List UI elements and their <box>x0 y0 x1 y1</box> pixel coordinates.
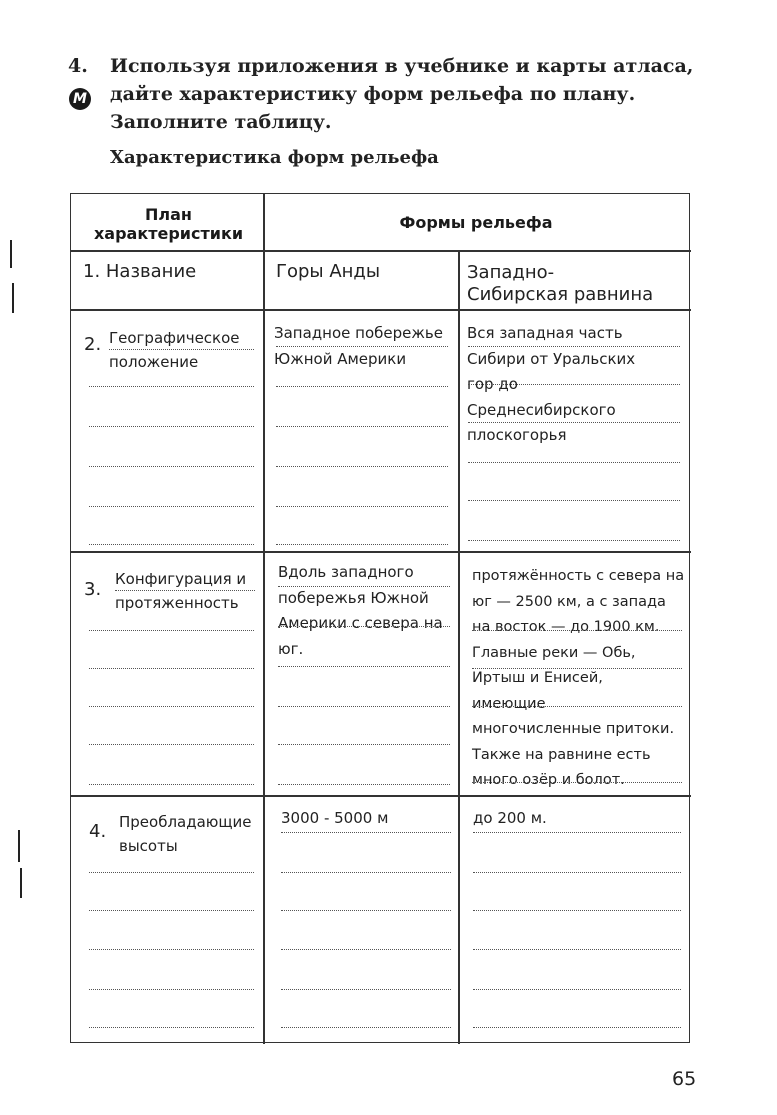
answer-line <box>472 630 682 631</box>
answer-line <box>276 346 448 347</box>
answer-line <box>281 910 451 911</box>
answer-line <box>473 1027 681 1028</box>
page-number: 65 <box>672 1068 697 1090</box>
answer-line <box>278 744 450 745</box>
answer-line <box>468 384 680 385</box>
answer-line <box>468 540 680 541</box>
header-forms: Формы рельефа <box>399 213 553 232</box>
row2-label: Географическое положение <box>109 329 240 371</box>
task-text: Используя приложения в учебнике и карты атласа, дайте характеристику форм рельефа по плану. Заполните таблицу. <box>110 55 694 133</box>
answer-line <box>89 706 254 707</box>
answer-line <box>278 784 450 785</box>
answer-line <box>278 586 450 587</box>
answer-line <box>115 590 255 591</box>
answer-line <box>281 1027 451 1028</box>
scan-mark <box>20 868 22 898</box>
answer-line <box>281 989 451 990</box>
row4-plain: до 200 м. <box>473 809 547 827</box>
answer-line <box>472 782 682 783</box>
answer-line <box>472 668 682 669</box>
answer-line <box>89 949 254 950</box>
answer-line <box>281 872 451 873</box>
row3-label: Конфигурация и протяженность <box>115 570 247 612</box>
answer-line <box>473 989 681 990</box>
answer-line <box>89 506 254 507</box>
answer-line <box>89 910 254 911</box>
divider <box>71 551 691 553</box>
row3-number: 3. <box>84 579 102 600</box>
answer-line <box>473 872 681 873</box>
divider <box>263 194 265 251</box>
answer-line <box>468 346 680 347</box>
row4-label: Преобладающие высоты <box>119 813 252 855</box>
answer-line <box>276 544 448 545</box>
row2-andes: Западное побережье Южной Америки <box>274 324 443 368</box>
scan-mark <box>10 240 12 268</box>
answer-line <box>278 706 450 707</box>
answer-line <box>473 910 681 911</box>
answer-line <box>89 544 254 545</box>
answer-line <box>468 462 680 463</box>
divider <box>71 795 691 797</box>
answer-line <box>473 832 681 833</box>
row3-andes: Вдоль западного побережья Южной Америки с севера на юг. <box>278 563 443 658</box>
row2-number: 2. <box>84 334 102 355</box>
answer-line <box>276 426 448 427</box>
answer-line <box>109 349 254 350</box>
answer-line <box>89 386 254 387</box>
answer-line <box>89 744 254 745</box>
header-plan: План характеристики <box>93 205 244 243</box>
answer-line <box>89 466 254 467</box>
row4-number: 4. <box>89 821 107 842</box>
answer-line <box>276 466 448 467</box>
answer-line <box>89 784 254 785</box>
answer-line <box>468 422 680 423</box>
row1-andes: Горы Анды <box>276 261 381 282</box>
row1-label: 1. Название <box>83 261 197 282</box>
row1-plain: Западно- Сибирская равнина <box>467 262 654 305</box>
row4-andes: 3000 - 5000 м <box>281 809 389 827</box>
row2-plain: Вся западная часть Сибири от Уральских гор до Среднесибирского плоскогорья <box>467 324 636 444</box>
relief-table <box>70 193 690 1043</box>
row3-plain: протяжённость с севера на юг — 2500 км, а с запада на восток — до 1900 км. Главные реки — Обь, Иртыш и Енисей, имеющие многочисленные притоки. Также на равнине есть много озёр и болот. <box>472 568 685 788</box>
answer-line <box>281 832 451 833</box>
answer-line <box>89 426 254 427</box>
answer-line <box>468 500 680 501</box>
scan-mark <box>12 283 14 313</box>
answer-line <box>89 989 254 990</box>
map-badge-icon: М <box>69 88 91 110</box>
divider <box>263 251 265 1044</box>
answer-line <box>278 626 450 627</box>
answer-line <box>281 949 451 950</box>
answer-line <box>278 666 450 667</box>
divider <box>71 250 691 252</box>
answer-line <box>89 630 254 631</box>
divider <box>71 309 691 311</box>
answer-line <box>276 386 448 387</box>
answer-line <box>89 872 254 873</box>
answer-line <box>473 949 681 950</box>
answer-line <box>89 1027 254 1028</box>
answer-line <box>276 506 448 507</box>
scan-mark <box>18 830 20 862</box>
answer-line <box>472 706 682 707</box>
answer-line <box>89 668 254 669</box>
task-number: 4. <box>68 55 88 77</box>
table-title: Характеристика форм рельефа <box>110 147 439 168</box>
